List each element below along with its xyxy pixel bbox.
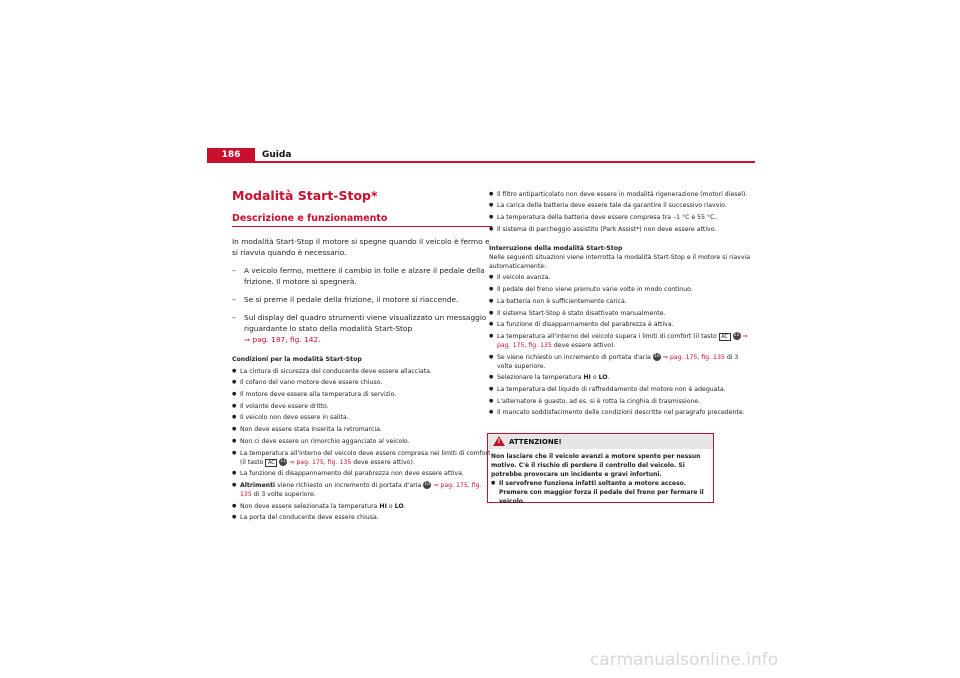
- list-item: – Se si preme il pedale della frizione, il motore si riaccende.: [232, 294, 492, 305]
- list-item: [232, 449, 492, 467]
- page-reference-link[interactable]: ⇒ pag. 187, fig. 142: [244, 335, 319, 344]
- punctuation: .: [403, 502, 406, 510]
- temp-hi: HI: [583, 374, 591, 382]
- conditions-heading: Condizioni per la modalità Start-Stop: [232, 356, 362, 363]
- list-item: ● La funzione di disappannamento del parabrezza non deve essere attiva.: [232, 469, 492, 478]
- callout-number-icon: 10: [653, 353, 660, 359]
- intro-text: In modalità Start-Stop il motore si spegne quando il veicolo è fermo e si riavvia quando è necessario.: [232, 237, 490, 257]
- list-item: ● Il filtro antiparticolato non deve essere in modalità rigenerazione (motori diesel).: [489, 190, 753, 199]
- item-text: viene richiesto un incremento di portata d'aria: [277, 481, 422, 489]
- list-item: ● Il cofano del vano motore deve essere chiuso.: [232, 378, 492, 387]
- callout-number-icon: 11: [733, 332, 740, 338]
- page-reference-link[interactable]: ⇒ pag. 175, fig. 135: [662, 353, 725, 361]
- list-item: [489, 353, 753, 371]
- warning-text: Non lasciare che il veicolo avanzi a motore spento per nessun motivo. C'è il rischio di perdere il controllo del veicolo. Si potrebbe provocare un incidente e gravi infortuni.: [491, 453, 701, 478]
- list-item: ● Il sistema di parcheggio assistito (Park Assist*) non deve essere attivo.: [489, 225, 753, 234]
- interrupt-heading: Interruzione della modalità Start-Stop: [489, 244, 623, 252]
- list-item: [232, 312, 492, 345]
- list-item: ● Non ci deve essere un rimorchio agganciato al veicolo.: [232, 437, 492, 446]
- conditions-list: [232, 367, 492, 523]
- interrupt-list: [489, 273, 753, 417]
- steps-list: [232, 265, 492, 345]
- list-item: ● La porta del conducente deve essere chiusa.: [232, 513, 492, 522]
- item-text: o: [388, 502, 393, 510]
- warning-header: [488, 434, 713, 449]
- section-title: Guida: [262, 150, 292, 160]
- list-item: ● Il veicolo avanza.: [489, 273, 753, 282]
- page-number: 186: [207, 148, 255, 162]
- list-item: ● La temperatura del liquido di raffreddamento del motore non è adeguata.: [489, 385, 753, 394]
- list-item: ● Il veicolo non deve essere in salita.: [232, 413, 492, 422]
- page-reference-link[interactable]: ⇒ pag. 175, fig. 135: [289, 458, 352, 466]
- list-item: ● La temperatura della batteria deve essere compresa tra –1 °C e 55 °C.: [489, 213, 753, 222]
- item-text: Non deve essere selezionata la temperatura: [240, 502, 378, 510]
- item-text: La temperatura all'interno del veicolo supera i limiti di comfort (il tasto: [497, 332, 717, 340]
- item-text: Se viene richiesto un incremento di portata d'aria: [497, 353, 651, 361]
- list-item: [232, 481, 492, 499]
- warning-box: [487, 433, 714, 503]
- list-item: [489, 332, 753, 350]
- item-text: di 3 volte superiore.: [253, 490, 316, 498]
- list-item: [489, 373, 753, 382]
- list-item: ● La cintura di sicurezza del conducente deve essere allacciata.: [232, 367, 492, 376]
- list-item: ● L'alternatore è guasto, ad es. si è rotta la cinghia di trasmissione.: [489, 397, 753, 406]
- temp-lo: LO: [394, 502, 404, 510]
- item-text: La temperatura all'interno del veicolo deve essere compresa nei limiti di comfort (il tasto: [240, 449, 491, 466]
- ac-key-icon: AC: [719, 333, 731, 341]
- exclamation-icon: !: [497, 438, 501, 445]
- subtitle-rule: [232, 226, 492, 227]
- list-item: ● La batteria non è sufficientemente carica.: [489, 297, 753, 306]
- list-item: ● La carica della batteria deve essere tale da garantire il successivo riavvio.: [489, 201, 753, 210]
- page-reference-link[interactable]: ⇒ pag. 175, fig. 135: [240, 481, 482, 498]
- list-item: [232, 502, 492, 511]
- item-text: o: [592, 374, 597, 382]
- list-item: – A veicolo fermo, mettere il cambio in folle e alzare il pedale della frizione. Il motore si spegnerà.: [232, 265, 492, 287]
- left-column: [232, 188, 492, 522]
- subtitle: Descrizione e funzionamento: [232, 213, 388, 224]
- page-title: Modalità Start-Stop*: [232, 188, 378, 203]
- item-text: deve essere attivo).: [553, 341, 616, 349]
- step-text: Sul display del quadro strumenti viene visualizzato un messaggio riguardante lo stato della modalità Start-Stop: [244, 313, 487, 333]
- warning-bullet: ● Il servofreno funziona infatti soltanto a motore acceso. Premere con maggior forza il pedale del freno per fermare il veicolo.: [491, 479, 710, 506]
- punctuation: .: [607, 374, 610, 382]
- interrupt-intro: Nelle seguenti situazioni viene interrotta la modalità Start-Stop e il motore si riavvia automaticamente:: [489, 253, 751, 270]
- callout-number-icon: 10: [424, 481, 431, 487]
- warning-title: ATTENZIONE!: [509, 438, 562, 446]
- header-rule: [207, 161, 755, 163]
- list-item: ● La funzione di disappannamento del parabrezza è attiva.: [489, 320, 753, 329]
- list-item: ● Il pedale del freno viene premuto varie volte in modo continuo.: [489, 285, 753, 294]
- punctuation: .: [318, 335, 321, 344]
- temp-lo: LO: [598, 374, 608, 382]
- list-item: ● Il sistema Start-Stop è stato disattivato manualmente.: [489, 309, 753, 318]
- ac-key-icon: AC: [265, 459, 277, 467]
- warning-body: [488, 449, 713, 506]
- emphasis-text: Altrimenti: [240, 481, 276, 489]
- list-item: ● Il volante deve essere dritto.: [232, 402, 492, 411]
- right-column: [489, 187, 753, 417]
- watermark: carmanualsonline.info: [590, 650, 779, 670]
- item-text: di 3 volte superiore.: [497, 353, 739, 370]
- page-reference-link[interactable]: ⇒ pag. 175, fig. 135: [497, 332, 748, 349]
- callout-number-icon: 11: [280, 458, 287, 464]
- list-item: ● Il mancato soddisfacimento delle condizioni descritte nel paragrafo precedente.: [489, 408, 753, 417]
- item-text: Selezionare la temperatura: [497, 374, 582, 382]
- conditions-list-continued: [489, 190, 753, 234]
- list-item: ● Il motore deve essere alla temperatura di servizio.: [232, 390, 492, 399]
- list-item: ● Non deve essere stata inserita la retromarcia.: [232, 425, 492, 434]
- item-text: deve essere attivo).: [353, 458, 415, 466]
- temp-hi: HI: [379, 502, 387, 510]
